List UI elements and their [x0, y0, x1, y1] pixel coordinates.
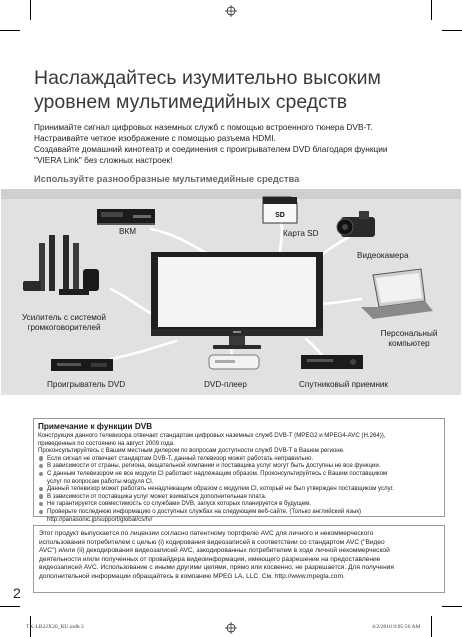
amplifier-label — [5, 313, 123, 333]
license-line: деятельности и/или полученных от провайдера видеоинформации, имеющего разрешение на предоставление — [39, 555, 381, 563]
crop-mark — [442, 30, 462, 31]
list-item: Данный телевизор может работать ненадлежащим образом с модулем CI, который не был утвержден поставщиком услуг. — [38, 485, 440, 493]
speaker-system-icon — [23, 235, 99, 295]
bullet-icon — [39, 510, 43, 514]
pc-label-line: компьютер — [388, 339, 430, 348]
intro-line: Создавайте домашний кинотеатр и соединения с проигрывателем DVD благодаря функции — [34, 144, 388, 154]
link-dvd-player — [111, 341, 176, 359]
amplifier-label-line: Усилитель с системой — [21, 313, 107, 322]
dvd-recorder-label: DVD-плеер — [204, 380, 247, 389]
page-title — [34, 66, 434, 114]
camcorder-icon — [337, 211, 375, 237]
license-line: видеозаписей AVC. Использование с иными другими целями, прямо или косвенно, не разрешается. Для получения — [39, 564, 394, 572]
bullet-icon — [39, 464, 43, 468]
footer-timestamp: 4/2/2010 9:05:56 AM — [372, 624, 421, 630]
bullet-icon — [39, 456, 43, 460]
dvb-note-paragraph: приведенных по состоянию на август 2009 года. — [38, 439, 175, 447]
list-item: Проверьте последнюю информацию о доступных службах на следующем веб-сайте. (Только английский язык) http://panasonic.jp/support/global/cs/tv/ — [38, 508, 440, 523]
license-line: использования потребителем с целью (i) кодирования видеозаписей в соответствии со стандартом AVC ("Видео — [39, 538, 385, 546]
page-title-line: уровнем мультимедийных средств — [34, 91, 348, 113]
sd-card-icon — [263, 197, 297, 223]
crop-mark — [442, 606, 462, 607]
license-line: Этот продукт выпускается по лицензии согласно патентному портфелю AVC для личного и некоммерческого — [39, 530, 374, 537]
crop-mark — [0, 606, 20, 607]
vcr-icon — [97, 209, 155, 225]
intro-line: Принимайте сигнал цифровых наземных служб с помощью встроенного тюнера DVB-T. — [34, 122, 373, 132]
list-item: Если сигнал не отвечает стандартам DVB-T, данный телевизор может работать неправильно. — [38, 455, 440, 463]
list-item: В зависимости от страны, региона, вещательной компании и поставщика услуг могут быть доступны не все функции. — [38, 462, 440, 470]
intro-text — [34, 122, 444, 166]
list-item: В зависимости от поставщика услуг может взиматься дополнительная плата. — [38, 493, 440, 501]
pc-label — [371, 329, 447, 349]
dvb-note-list — [38, 455, 440, 523]
registration-mark-icon — [225, 5, 237, 17]
satellite-receiver-label: Спутниковый приемник — [299, 380, 389, 389]
sd-card-text: SD — [275, 212, 285, 219]
bullet-icon — [39, 494, 43, 498]
link-amp — [111, 289, 153, 314]
license-box — [33, 525, 445, 593]
dvb-note-title: Примечание к функции DVB — [38, 422, 153, 431]
crop-mark — [431, 616, 432, 637]
bullet-icon — [39, 502, 43, 506]
dvb-note-paragraph: Конструкция данного телевизора отвечает стандартам цифровых наземных служб DVB-T (MPEG2 и MPEG4-AVC (H.264)), — [38, 432, 386, 439]
intro-line: Настраивайте четкое изображение с помощью разъема HDMI. — [34, 133, 276, 143]
dvb-note-box — [33, 418, 445, 523]
footer-file-name: TX-LR22X20_RU.indb 2 — [26, 624, 84, 630]
laptop-icon — [361, 269, 433, 319]
dvd-player-icon — [51, 359, 113, 371]
satellite-receiver-icon — [301, 355, 363, 369]
license-line: дополнительной информации обращайтесь в компанию MPEG LA, LLC. См. http://www.mpegla.com. — [39, 572, 345, 580]
bullet-icon — [39, 487, 43, 491]
dvd-player-label: Проигрыватель DVD — [47, 380, 126, 389]
intro-line: "VIERA Link" без сложных настроек! — [34, 155, 173, 165]
amplifier-label-line: громкоговорителей — [27, 323, 101, 332]
registration-mark-icon — [225, 622, 237, 634]
license-line: AVC") и/или (ii) декодирования видеозаписей AVC, закодированных потребителем в ходе личной некоммерческой — [39, 547, 390, 555]
tv-icon — [151, 252, 323, 349]
dvd-recorder-icon — [209, 355, 259, 369]
pc-label-line: Персональный — [380, 329, 438, 338]
crop-mark — [0, 30, 20, 31]
section-subheading: Используйте разнообразные мультимедийные средства — [34, 173, 300, 184]
connection-diagram — [1, 189, 461, 395]
dvb-note-paragraph: Проконсультируйтесь с Вашим местным дилером по вопросам доступности служб DVB-T в Вашем регионе. — [38, 447, 345, 455]
support-url: http://panasonic.jp/support/global/cs/tv/ — [47, 515, 153, 523]
vcr-label: ВКМ — [119, 227, 137, 236]
crop-mark — [431, 0, 432, 20]
camcorder-label: Видеокамера — [357, 251, 409, 260]
list-item: Не гарантируется совместимость со службами DVB, запуск которых планируется в будущем. — [38, 500, 440, 508]
list-item: С данным телевизором не все модули CI работают надлежащим образом. Проконсультируйтесь с Вашим поставщиком услуг по вопросам работы модуля CI. — [38, 470, 440, 485]
bullet-icon — [39, 472, 43, 476]
crop-mark — [30, 0, 31, 20]
sd-card-label: Карта SD — [283, 229, 319, 238]
page-number: 2 — [13, 585, 21, 601]
page-title-line: Наслаждайтесь изумительно высоким — [34, 67, 381, 89]
connection-diagram-graphic — [1, 189, 461, 395]
